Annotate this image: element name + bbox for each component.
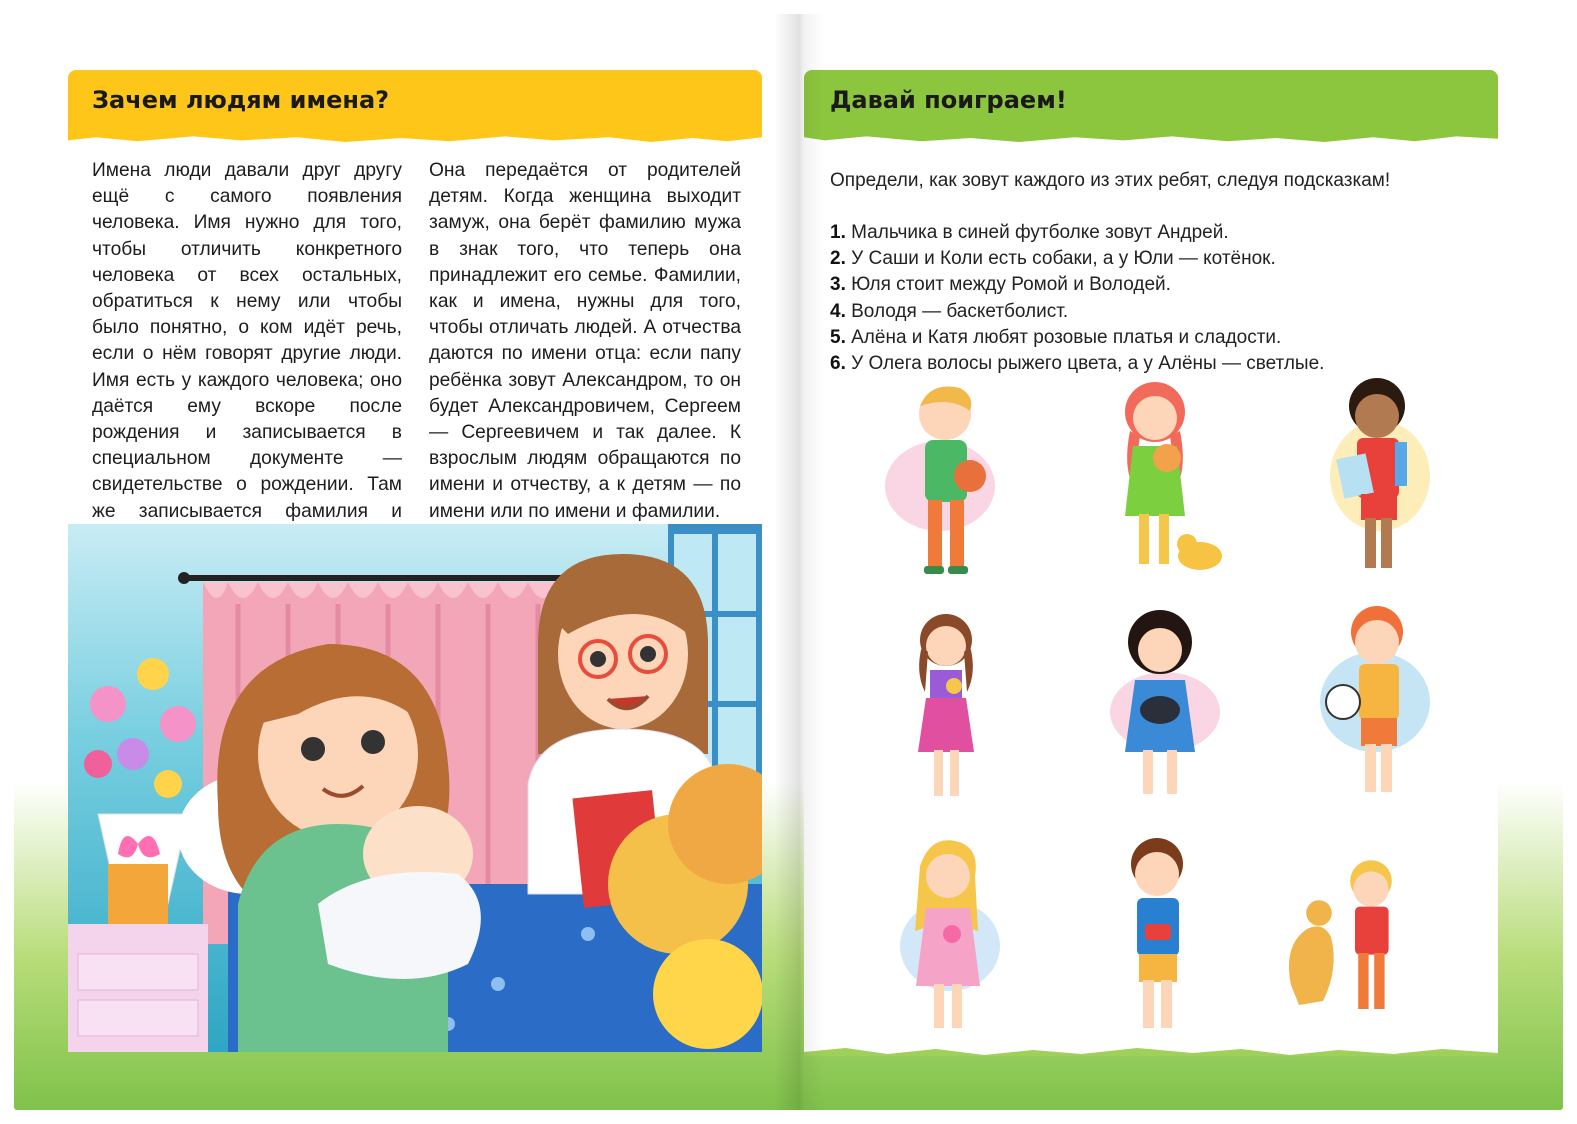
left-text-column-1 <box>92 158 402 577</box>
children-grid <box>830 376 1480 1046</box>
clue-number: 3. <box>830 274 846 296</box>
child-girl-blonde-pink-dress-lollipop <box>870 836 1030 1046</box>
child-girl-blue-dress-dog <box>1095 602 1255 812</box>
clue-item <box>830 351 1470 377</box>
clue-item <box>830 272 1470 298</box>
left-page-title: Зачем людям имена? <box>92 86 390 114</box>
left-text-column-2 <box>429 158 741 525</box>
clue-text: У Олега волосы рыжего цвета, а у Алёны — светлые. <box>845 353 1325 375</box>
clue-number: 2. <box>830 248 846 270</box>
left-header-banner <box>68 70 762 136</box>
clue-text: Володя — баскетболист. <box>845 300 1069 322</box>
clue-text: Юля стоит между Ромой и Володей. <box>845 274 1171 296</box>
right-page-bottom-edge <box>804 1046 1498 1056</box>
child-boy-blue-shirt-toy-car <box>1095 836 1255 1046</box>
left-paragraph-1: Имена люди давали друг другу ещё с самого появления человека. Имя нужно для того, чтобы отличить конкретного человека от всех остальных, обратиться к нему или чтобы было понятно, о ком идёт речь, если о нём говорят другие люди. Имя есть у каждого человека; оно даётся ему вскоре после рождения и записывается в специальном документе — свидетельстве о рождении. Там же записывается фамилия и <box>92 160 402 522</box>
clue-number: 6. <box>830 353 846 375</box>
clue-text: Алёна и Катя любят розовые платья и сладости. <box>845 326 1282 348</box>
child-boy-orange-shirt-soccer <box>1305 602 1465 812</box>
clue-number: 1. <box>830 222 846 243</box>
mother-baby-doctor-image <box>68 524 762 1052</box>
clue-item <box>830 299 1470 325</box>
clue-item <box>830 325 1470 351</box>
child-boy-red-shirt-book <box>1305 376 1465 586</box>
right-page-title: Давай поиграем! <box>830 86 1067 114</box>
right-header-banner <box>804 70 1498 136</box>
child-girl-pink-dress-icecream <box>870 602 1030 812</box>
clue-number: 4. <box>830 300 846 322</box>
book-spine-shadow <box>774 14 824 1110</box>
clue-item <box>830 246 1470 272</box>
left-paragraph-2: Она передаётся от родителей детям. Когда женщина выходит замуж, она берёт фамилию мужа в знак того, что теперь она принадлежит его семье. Фамилии, как и имена, нужны для того, чтобы отличать людей. А отчества даются по имени отца: если папу ребёнка зовут Александром, то он будет Александровичем, Сергеем — Сергеевичем и так далее. К взрослым людям обращаются по имени и отчеству, а к детям — по имени или по имени и фамилии. <box>429 160 741 522</box>
clue-number: 5. <box>830 326 846 348</box>
child-boy-red-shirt-golden-dog <box>1275 836 1435 1046</box>
clue-text: Мальчика в синей футболке зовут Андрей. <box>845 222 1229 243</box>
book-spread <box>14 14 1563 1110</box>
clue-list <box>830 220 1470 377</box>
hospital-illustration <box>68 524 762 1052</box>
clue-item <box>830 220 1470 246</box>
game-instruction: Определи, как зовут каждого из этих ребят, следуя подсказкам! <box>830 170 1391 191</box>
child-boy-green-shirt-basketball <box>870 376 1030 586</box>
child-girl-green-dress-cat <box>1095 376 1255 586</box>
left-header-edge <box>68 134 762 142</box>
clue-text: У Саши и Коли есть собаки, а у Юли — котёнок. <box>845 248 1276 270</box>
